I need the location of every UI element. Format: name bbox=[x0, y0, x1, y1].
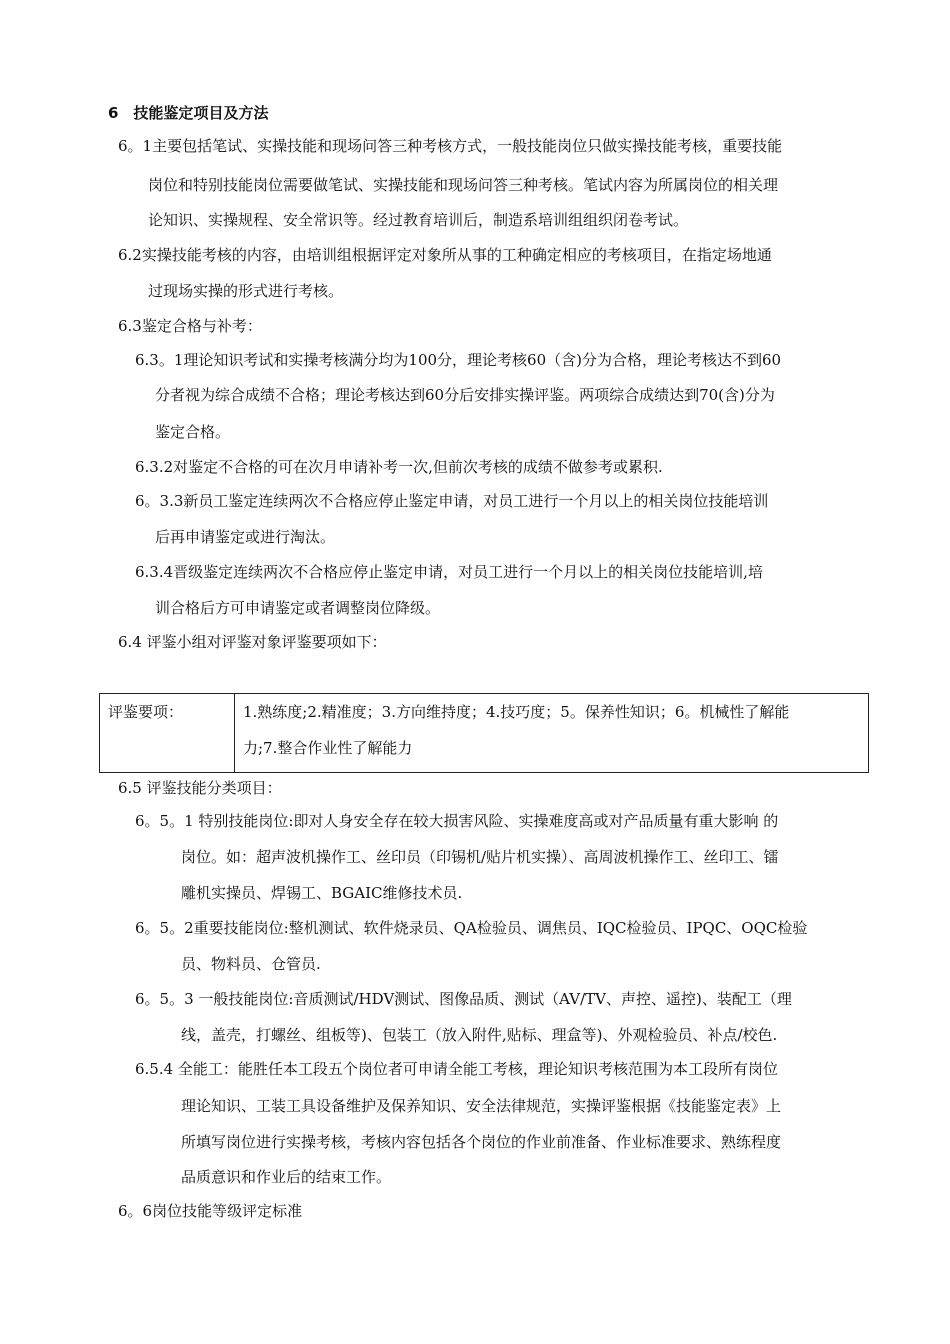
para-line: 线，盖壳，打螺丝、组板等)、包装工（放入附件,贴标、理盒等)、外观检验员、补点/校色. bbox=[181, 1026, 778, 1044]
table-content-cell bbox=[235, 694, 869, 773]
para-line: 6.5.4 全能工：能胜任本工段五个岗位者可申请全能工考核，理论知识考核范围为本工段所有岗位 bbox=[135, 1060, 778, 1078]
evaluation-table bbox=[99, 693, 869, 773]
section-heading: 6 技能鉴定项目及方法 bbox=[108, 104, 269, 122]
para-line: 6。5。2重要技能岗位:整机测试、软件烧录员、QA检验员、调焦员、IQC检验员、IPQC、OQC检验 bbox=[135, 919, 808, 937]
para-line: 6。3.3新员工鉴定连续两次不合格应停止鉴定申请，对员工进行一个月以上的相关岗位技能培训 bbox=[135, 492, 769, 510]
para-line: 理论知识、工装工具设备维护及保养知识、安全法律规范，实操评鉴根据《技能鉴定表》上 bbox=[181, 1097, 782, 1115]
para-6-3: 6.3鉴定合格与补考： bbox=[118, 317, 262, 335]
para-line: 分者视为综合成绩不合格；理论考核达到60分后安排实操评鉴。两项综合成绩达到70(含)分为 bbox=[155, 386, 775, 404]
para-6-3-2: 6.3.2对鉴定不合格的可在次月申请补考一次,但前次考核的成绩不做参考或累积. bbox=[135, 458, 663, 476]
para-line: 岗位和特别技能岗位需要做笔试、实操技能和现场问答三种考核。笔试内容为所属岗位的相关理 bbox=[148, 176, 779, 194]
table-row bbox=[100, 694, 869, 773]
table-content-line: 力;7.整合作业性了解能力 bbox=[243, 739, 413, 757]
table-label-cell bbox=[100, 694, 235, 773]
para-line: 6。1主要包括笔试、实操技能和现场问答三种考核方式，一般技能岗位只做实操技能考核，重要技能 bbox=[118, 137, 783, 155]
para-line: 6。5。3 一般技能岗位:音质测试/HDV测试、图像品质、测试（AV/TV、声控、遥控)、装配工（理 bbox=[135, 990, 792, 1008]
para-line: 鉴定合格。 bbox=[155, 423, 231, 441]
para-line: 6.2实操技能考核的内容，由培训组根据评定对象所从事的工种确定相应的考核项目，在指定场地通 bbox=[118, 246, 772, 264]
para-line: 后再申请鉴定或进行淘汰。 bbox=[155, 528, 336, 546]
table-label: 评鉴要项： bbox=[108, 703, 184, 721]
para-line: 论知识、实操规程、安全常识等。经过教育培训后，制造系培训组组织闭卷考试。 bbox=[148, 211, 689, 229]
para-line: 过现场实操的形式进行考核。 bbox=[148, 282, 344, 300]
para-line: 6.3。1理论知识考试和实操考核满分均为100分，理论考核60（含)分为合格，理论考核达不到60 bbox=[135, 351, 782, 369]
para-6-4: 6.4 评鉴小组对评鉴对象评鉴要项如下： bbox=[118, 633, 387, 651]
para-line: 品质意识和作业后的结束工作。 bbox=[181, 1168, 392, 1186]
table-content-line: 1.熟练度;2.精准度；3.方向维持度；4.技巧度；5。保养性知识；6。机械性了解能 bbox=[243, 703, 790, 721]
para-6-5: 6.5 评鉴技能分类项目： bbox=[118, 779, 282, 797]
para-line: 训合格后方可申请鉴定或者调整岗位降级。 bbox=[155, 599, 441, 617]
para-line: 6。5。1 特别技能岗位:即对人身安全存在较大损害风险、实操难度高或对产品质量有重大影响 的 bbox=[135, 812, 779, 830]
para-6-6: 6。6岗位技能等级评定标准 bbox=[118, 1202, 303, 1220]
para-line: 员、物料员、仓管员. bbox=[181, 955, 321, 973]
para-line: 雕机实操员、焊锡工、BGAIC维修技术员. bbox=[181, 884, 463, 902]
para-line: 岗位。如：超声波机操作工、丝印员（印锡机/贴片机实操）、高周波机操作工、丝印工、镭 bbox=[181, 848, 779, 866]
para-line: 所填写岗位进行实操考核，考核内容包括各个岗位的作业前准备、作业标准要求、熟练程度 bbox=[181, 1133, 782, 1151]
para-line: 6.3.4晋级鉴定连续两次不合格应停止鉴定申请，对员工进行一个月以上的相关岗位技能培训,培 bbox=[135, 563, 763, 581]
